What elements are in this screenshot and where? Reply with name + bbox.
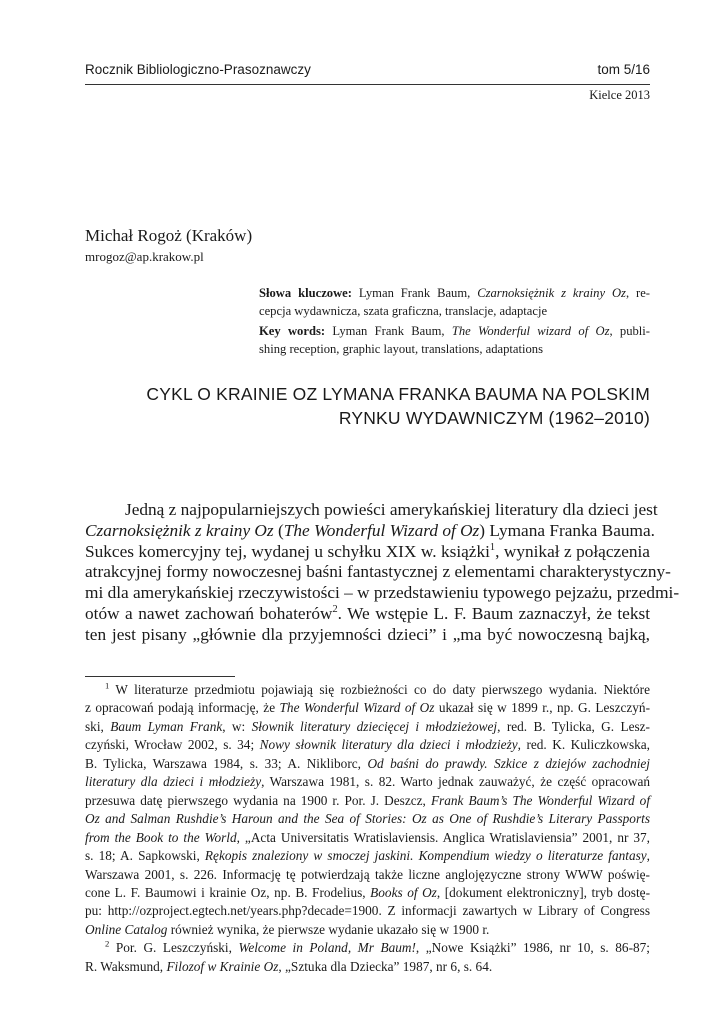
text-run: literatury dla dzieci i młodzieży	[85, 774, 262, 790]
text-run: ) Lymana Franka Bauma.	[479, 520, 655, 540]
text-run: . We wstępie L. F. Baum zaznaczył, że tekst	[337, 603, 650, 623]
footnote-2-line	[85, 958, 650, 976]
text-run: Filozof w Krainie Oz	[166, 958, 279, 974]
footnote-1-line	[85, 699, 650, 717]
body-line: ten jest pisany „głównie dla przyjemności dzieci” i „ma być nowoczesną bajką,	[85, 624, 650, 644]
text-run: Books of Oz	[370, 884, 437, 900]
footnote-2-number: 2	[105, 938, 110, 949]
text-run: cone L. F. Baumowi i krainie Oz, np. B. Frodelius,	[85, 884, 371, 900]
keywords-polish-line-1	[259, 284, 650, 302]
text-run: Od baśni do prawdy. Szkice z dziejów zachodniej	[367, 755, 651, 771]
footnote-1-line	[85, 810, 650, 828]
running-head	[85, 62, 650, 82]
text-run: , Warszawa 1981, s. 82. Warto jednak zauważyć, że część opracowań	[261, 774, 650, 790]
footnotes	[85, 681, 650, 976]
body-line: mi dla amerykańskiej rzeczywistości – w przedstawieniu typowego pejzażu, przedmi-	[85, 583, 680, 603]
text-run: Por. G. Leszczyński,	[109, 940, 239, 956]
footnote-1-line	[85, 792, 650, 810]
journal-title: Rocznik Bibliologiczno-Prasoznawczy	[85, 62, 311, 77]
body-line: atrakcyjnej formy nowoczesnej baśni fantastycznej z elementami charakterystyczny-	[85, 562, 671, 582]
text-run: Welcome in Poland, Mr Baum!	[238, 940, 416, 956]
footnote-1-number: 1	[105, 680, 110, 691]
footnote-1-line	[85, 773, 650, 791]
text-run: , [dokument elektroniczny], tryb dostę-	[436, 884, 650, 900]
text-run: R. Waksmund,	[85, 958, 167, 974]
text-run: , red. B. Tylicka, G. Lesz-	[497, 718, 650, 734]
text-run: ukazał się w 1899 r., np. G. Leszczyń-	[434, 700, 650, 716]
text-run: również wynika, że pierwsze wydanie ukazało się w 1900 r.	[167, 921, 490, 937]
text-run: Sukces komercyjny tej, wydanej u schyłku XIX w. książki	[85, 541, 490, 561]
text-run: , publi-	[609, 324, 650, 338]
text-run: Oz and Salman Rushdie’s Haroun and the Sea of Stories: Oz as One of Rushdie’s Literary Passports	[85, 811, 650, 827]
keywords-polish	[259, 284, 650, 320]
text-run: Lyman Frank Baum,	[358, 286, 478, 300]
text-run: ,	[646, 848, 650, 864]
author-email: mrogoz@ap.krakow.pl	[85, 249, 204, 264]
volume-number: tom 5/16	[597, 62, 650, 77]
footnote-1-line	[85, 884, 650, 902]
body-line: Jedną z najpopularniejszych powieści amerykańskiej literatury dla dzieci jest	[125, 500, 658, 519]
footnote-1-line	[85, 755, 650, 773]
footnote-1-line	[85, 847, 650, 865]
footnote-ref-1[interactable]: 1	[489, 541, 496, 553]
footnote-2-line	[85, 939, 650, 957]
footnote-ref-2[interactable]: 2	[332, 604, 338, 616]
footnote-1-line	[85, 736, 650, 754]
text-run: , red. K. Kuliczkowska,	[517, 737, 650, 753]
text-run: ski,	[85, 718, 111, 734]
footnote-1-line	[85, 718, 650, 736]
keywords-polish-label: Słowa kluczowe:	[259, 286, 352, 300]
text-run: The Wonderful Wizard of Oz	[283, 520, 480, 540]
text-run: Czarnoksiężnik z krainy Oz	[477, 286, 626, 300]
text-run: Słownik literatury dziecięcej i młodzieżowej	[251, 718, 498, 734]
body-line	[85, 520, 655, 542]
text-run: , re-	[625, 286, 650, 300]
title-line-1: CYKL O KRAINIE OZ LYMANA FRANKA BAUMA NA POLSKIM	[146, 384, 650, 404]
text-run: B. Tylicka, Warszawa 1984, s. 33; A. Nikliborc,	[85, 755, 368, 771]
text-run: Lyman Frank Baum,	[332, 324, 452, 338]
body-line	[85, 604, 650, 625]
text-run: W literaturze przedmiotu pojawiają się rozbieżności co do daty pierwszego wydania. Niektóre	[109, 682, 650, 697]
text-run: Online Catalog	[85, 921, 168, 937]
footnote-1-url-line: pu: http://ozproject.egtech.net/years.php?decade=1900. Z informacji zawartych w Library of Congress	[85, 903, 650, 919]
keywords-english	[259, 322, 650, 358]
footnote-rule	[85, 676, 235, 677]
keywords-english-line-1	[259, 322, 650, 340]
header-rule	[85, 84, 650, 85]
text-run: Frank Baum’s The Wonderful Wizard of	[430, 792, 651, 808]
text-run: , „Sztuka dla Dziecka” 1987, nr 6, s. 64.	[278, 958, 493, 974]
text-run: przesuwa datę pierwszego wydania na 1900 r. Por. J. Deszcz,	[85, 792, 431, 808]
text-run: from the Book to the World	[85, 829, 237, 845]
body-line	[85, 542, 650, 563]
place-year: Kielce 2013	[589, 88, 650, 102]
author-name: Michał Rogoż (Kraków)	[85, 226, 253, 245]
text-run: s. 18; A. Sapkowski,	[85, 848, 205, 864]
body-paragraph	[85, 500, 680, 646]
text-run: Nowy słownik literatury dla dzieci i młodzieży	[259, 737, 518, 753]
keywords-polish-line-2: cepcja wydawnicza, szata graficzna, translacje, adaptacje	[259, 304, 548, 318]
title-line-2: RYNKU WYDAWNICZYM (1962–2010)	[338, 408, 650, 428]
text-run: czyński, Wrocław 2002, s. 34;	[85, 737, 260, 753]
text-run: , „Acta Universitatis Wratislaviensis. Anglica Wratislaviensia” 2001, nr 37,	[236, 829, 650, 845]
text-run: The Wonderful Wizard of Oz	[279, 700, 435, 716]
text-run: Rękopis znaleziony w smoczej jaskini. Kompendium wiedzy o literaturze fantasy	[204, 848, 647, 864]
text-run: The Wonderful wizard of Oz	[451, 324, 610, 338]
keywords-english-line-2: shing reception, graphic layout, translations, adaptations	[259, 342, 543, 356]
footnote-1-line	[85, 829, 650, 847]
text-run: (	[273, 520, 284, 540]
text-run: , „Nowe Książki” 1986, nr 10, s. 86-87;	[415, 940, 650, 956]
footnote-1-line	[85, 681, 650, 699]
text-run: , w:	[222, 718, 252, 734]
text-run: Baum Lyman Frank	[110, 718, 223, 734]
footnote-1-line	[85, 921, 650, 939]
text-run: otów a nawet zachowań bohaterów	[85, 603, 333, 623]
keywords-english-label: Key words:	[259, 324, 326, 338]
text-run: z opracowań podają informację, że	[85, 700, 280, 716]
footnote-1-line: Warszawa 2001, s. 226. Informację tę potwierdzają także liczne anglojęzyczne strony WWW poświę-	[85, 866, 650, 882]
article-title	[90, 382, 650, 430]
text-run: , wynikał z połączenia	[495, 541, 650, 561]
text-run: Czarnoksiężnik z krainy Oz	[85, 520, 274, 540]
